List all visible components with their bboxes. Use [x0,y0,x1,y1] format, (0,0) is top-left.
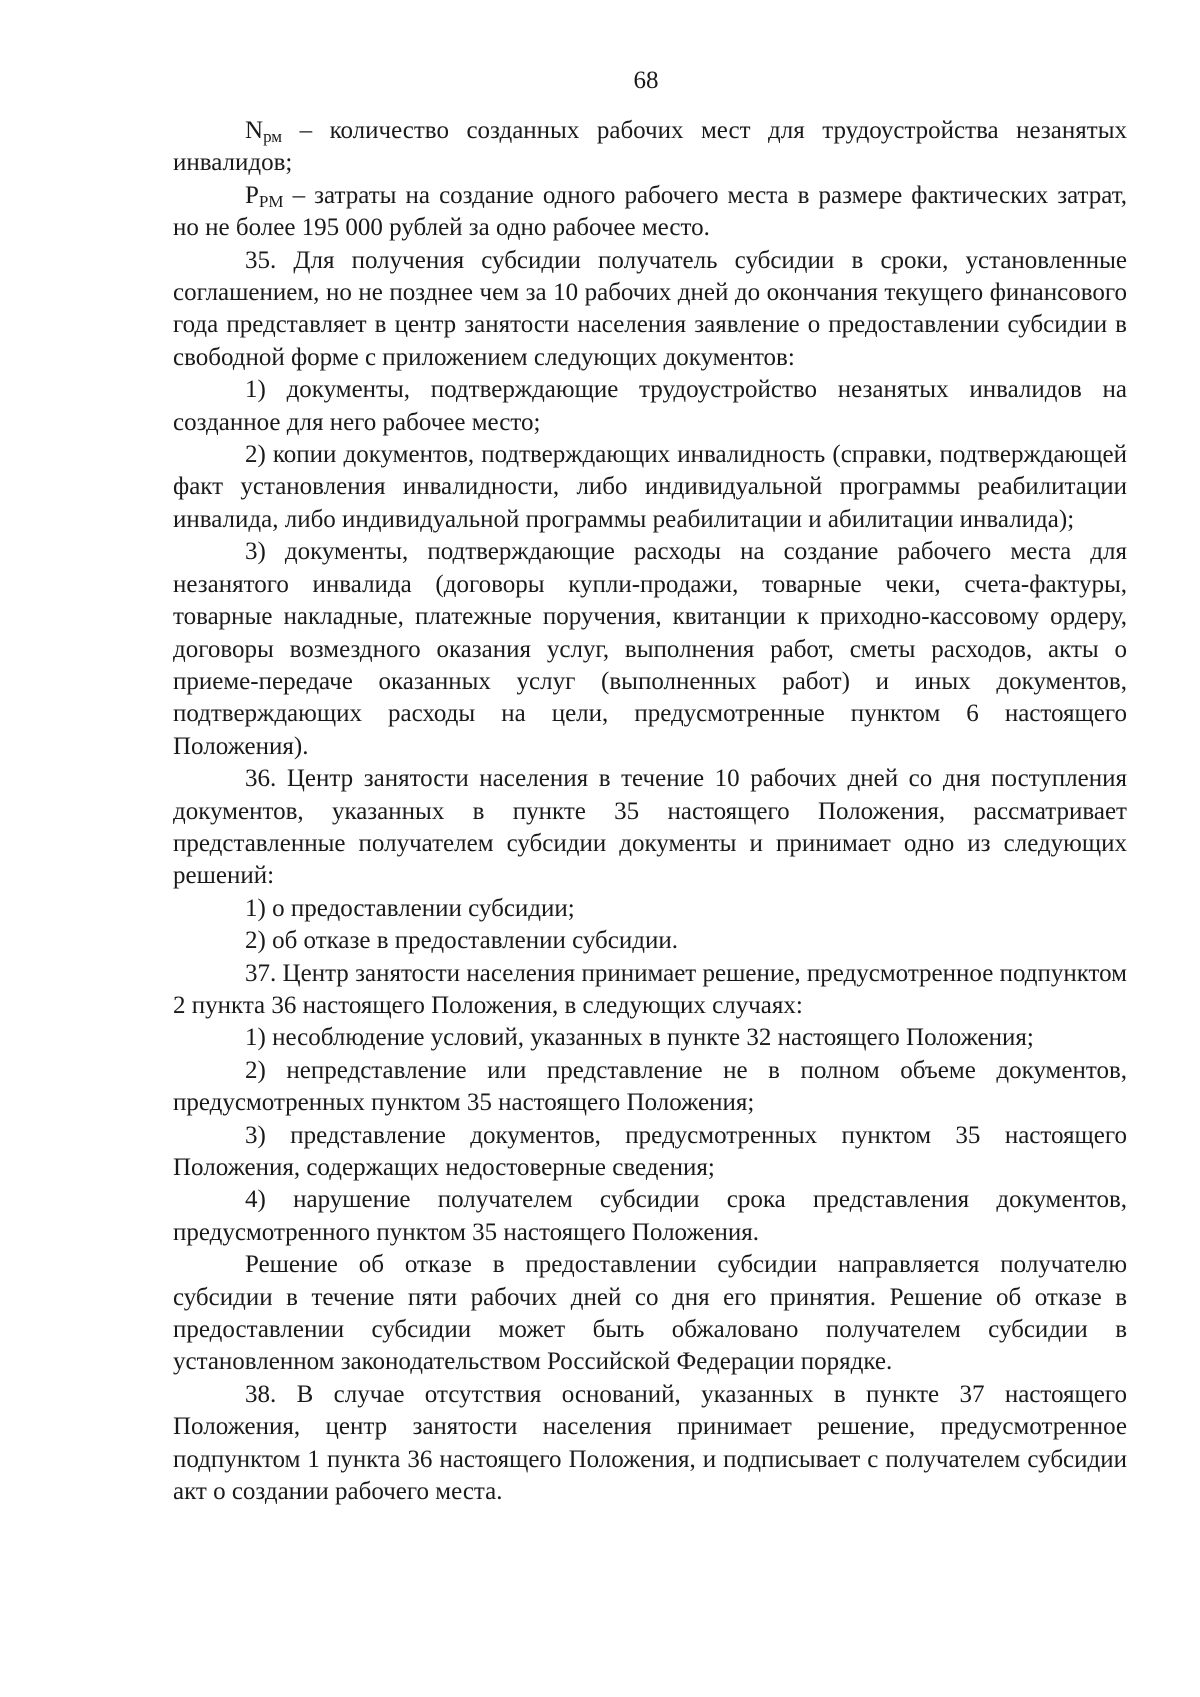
page-number: 68 [633,67,659,94]
paragraph-38: 38. В случае отсутствия оснований, указанных в пункте 37 настоящего Положения, центр занятости населения принимает решение, предусмотренное подпунктом 1 пункта 36 настоящего Положения, и подписывает с получателем субсидии акт о создании рабочего места. [173,1380,1127,1506]
n-symbol: N [245,117,264,144]
paragraph-35-item-3: 3) документы, подтверждающие расходы на создание рабочего места для незанятого инвалида (договоры купли-продажи, товарные чеки, счета-фактуры, товарные накладные, платежные поручения, квитанции к приходно-кассовому ордеру, договоры возмездного оказания услуг, выполнения работ, сметы расходов, акты о приеме-передаче оказанных услуг (выполненных работ) и иных документов, подтверждающих расходы на цели, предусмотренные пунктом 6 настоящего Положения). [173,538,1127,760]
formula-term-p [173,180,1127,245]
p-symbol: Р [245,181,259,209]
paragraph-refusal-notice: Решение об отказе в предоставлении субсидии направляется получателю субсидии в течение пяти рабочих дней со дня его принятия. Решение об отказе в предоставлении субсидии может быть обжаловано получателем субсидии в установленном законодательством Российской Федерации порядке. [173,1251,1127,1376]
paragraph-36: 36. Центр занятости населения в течение 10 рабочих дней со дня поступления документов, указанных в пункте 35 настоящего Положения, рассматривает представленные получателем субсидии документы и принимает одно из следующих решений: [173,765,1127,890]
paragraph-37-item-4: 4) нарушение получателем субсидии срока представления документов, предусмотренного пунктом 35 настоящего Положения. [173,1186,1127,1246]
paragraph-35-item-2: 2) копии документов, подтверждающих инвалидность (справки, подтверждающей факт установления инвалидности, либо индивидуальной программы реабилитации инвалида, либо индивидуальной программы реабилитации и абилитации инвалида); [173,441,1127,533]
paragraph-37: 37. Центр занятости населения принимает решение, предусмотренное подпунктом 2 пункта 36 настоящего Положения, в следующих случаях: [173,959,1127,1019]
paragraph-37-item-3: 3) представление документов, предусмотренных пунктом 35 настоящего Положения, содержащих недостоверные сведения; [173,1121,1127,1181]
p-subscript: РМ [258,191,284,211]
p-definition: – затраты на создание одного рабочего места в размере фактических затрат, но не более 195 000 рублей за одно рабочее место. [173,181,1127,242]
paragraph-35-item-1: 1) документы, подтверждающие трудоустройство незанятых инвалидов на созданное для него рабочее место; [173,376,1127,436]
paragraph-35: 35. Для получения субсидии получатель субсидии в сроки, установленные соглашением, но не позднее чем за 10 рабочих дней до окончания текущего финансового года представляет в центр занятости населения заявление о предоставлении субсидии в свободной форме с приложением следующих документов: [173,246,1127,371]
n-subscript: рм [263,127,283,146]
paragraph-37-item-2: 2) непредставление или представление не в полном объеме документов, предусмотренных пунктом 35 настоящего Положения; [173,1056,1127,1117]
document-body [173,115,1127,1508]
paragraph-37-item-1: 1) несоблюдение условий, указанных в пункте 32 настоящего Положения; [245,1024,1034,1052]
formula-term-n [173,115,1127,180]
paragraph-36-item-1: 1) о предоставлении субсидии; [245,894,575,922]
paragraph-36-item-2: 2) об отказе в предоставлении субсидии. [245,927,678,955]
n-definition: – количество созданных рабочих мест для трудоустройства незанятых инвалидов; [173,117,1127,177]
